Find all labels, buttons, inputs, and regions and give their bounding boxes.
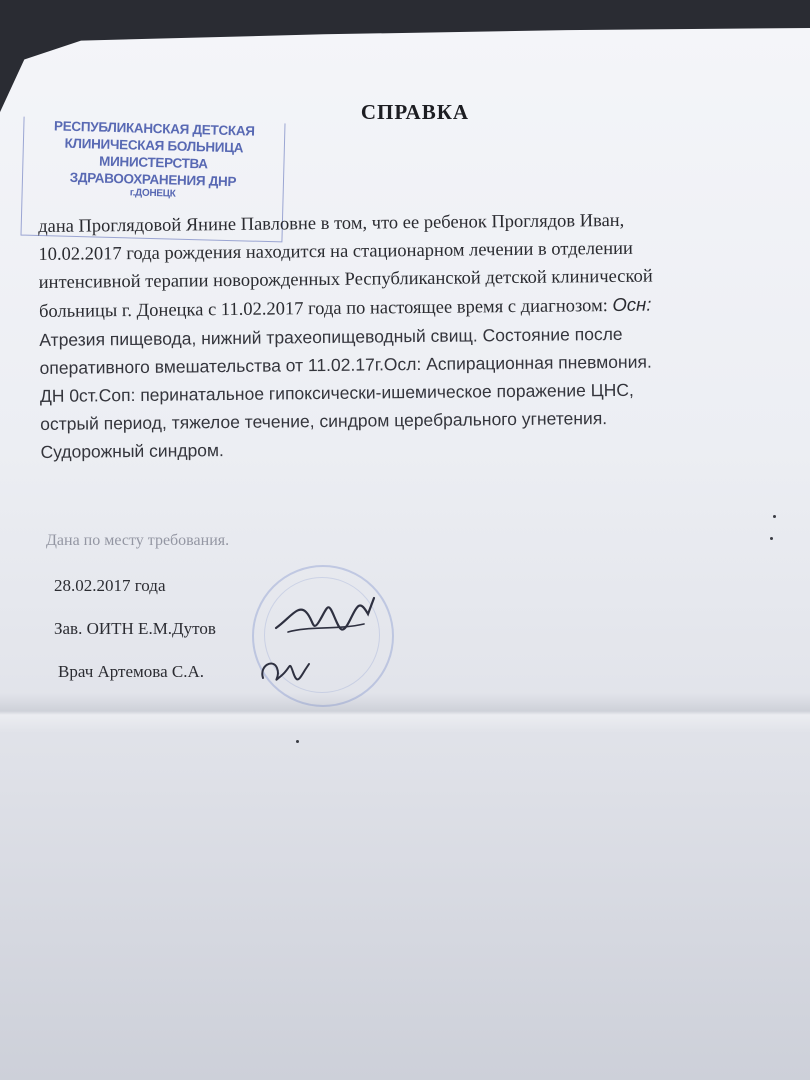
stamp-line: ЗДРАВООХРАНЕНИЯ ДНР [69, 169, 237, 190]
stamp-line: г.ДОНЕЦК [129, 187, 176, 200]
document-title: СПРАВКА [360, 100, 470, 124]
given-for-note: Дана по месту требования. [46, 532, 230, 549]
stamp-line: КЛИНИЧЕСКАЯ БОЛЬНИЦА [64, 135, 244, 156]
diagnosis-line: Судорожный синдром. [40, 440, 224, 462]
body-line: 10.02.2017 года рождения находится на стационарном лечении в отделении [38, 238, 634, 265]
diagnosis-line: ДН 0ст.Соп: перинатальное гипоксически-ишемическое поражение ЦНС, [39, 379, 634, 406]
diagnosis-line: острый период, тяжелое течение, синдром церебрального угнетения. [40, 408, 608, 434]
body-line: больницы г. Донецка с 11.02.2017 года по настоящее время с диагнозом: [38, 295, 613, 322]
stamp-line: МИНИСТЕРСТВА [98, 153, 208, 172]
round-seal [252, 565, 394, 707]
diagnosis-prefix: Осн: [612, 293, 652, 315]
round-seal-inner [264, 577, 380, 693]
head-signature-line: Зав. ОИТН Е.М.Дутов [54, 619, 216, 638]
body-line: интенсивной терапии новорожденных Республиканской детской клинической [38, 266, 653, 293]
paper-speck [770, 537, 773, 540]
paper-fold [0, 693, 810, 733]
paper-speck [773, 515, 776, 518]
diagnosis-line: оперативного вмешательства от 11.02.17г.Осл: Аспирационная пневмония. [39, 351, 652, 378]
issue-date: 28.02.2017 года [54, 576, 166, 595]
certificate-body [38, 205, 793, 466]
paper-speck [296, 740, 299, 743]
doctor-signature-line: Врач Артемова С.А. [58, 662, 205, 681]
stamp-line: РЕСПУБЛИКАНСКАЯ ДЕТСКАЯ [53, 118, 255, 139]
diagnosis-line: Атрезия пищевода, нижний трахеопищеводный свищ. Состояние после [39, 323, 623, 350]
body-line: дана Проглядовой Янине Павловне в том, что ее ребенок Проглядов Иван, [38, 210, 625, 237]
